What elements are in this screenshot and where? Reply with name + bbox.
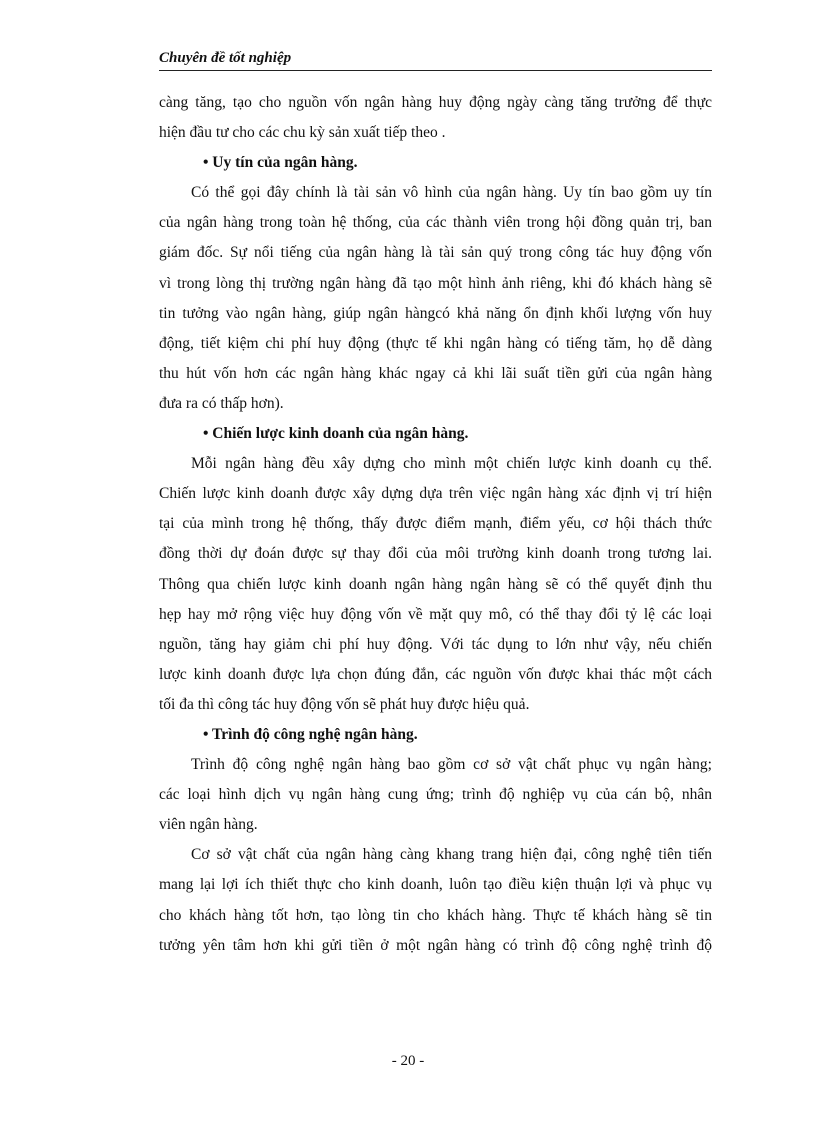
text-line: Có thể gọi đây chính là tài sản vô hình của ngân hàng. Uy tín bao gồm uy tín [191, 184, 712, 202]
text-line: mang lại lợi ích thiết thực cho kinh doanh, luôn tạo điều kiện thuận lợi và phục vụ [159, 876, 712, 894]
text-line: Trình độ công nghệ ngân hàng bao gồm cơ sở vật chất phục vụ ngân hàng; [191, 756, 712, 774]
text-line: tối đa thì công tác huy động vốn sẽ phát huy được hiệu quả. [159, 695, 530, 713]
section-heading: • Trình độ công nghệ ngân hàng. [203, 725, 418, 743]
text-line: viên ngân hàng. [159, 816, 258, 834]
text-line: động, tiết kiệm chi phí huy động (thực tế khi ngân hàng có tiếng tăm, họ dễ dàng [159, 334, 712, 352]
text-line: đưa ra có thấp hơn). [159, 394, 284, 412]
text-line: hẹp hay mở rộng việc huy động vốn về mặt quy mô, có thể thay đổi tỷ lệ các loại [159, 605, 712, 623]
text-line: nguồn, tăng hay giảm chi phí huy động. Với tác dụng to lớn như vậy, nếu chiến [159, 635, 712, 653]
text-line: cho khách hàng tốt hơn, tạo lòng tin cho khách hàng. Thực tế khách hàng sẽ tin [159, 906, 712, 924]
text-line: giám đốc. Sự nổi tiếng của ngân hàng là tài sản quý trong công tác huy động vốn [159, 244, 712, 262]
text-line: Cơ sở vật chất của ngân hàng càng khang trang hiện đại, công nghệ tiên tiến [191, 846, 712, 864]
header-rule [159, 70, 712, 71]
text-line: tưởng yên tâm hơn khi gửi tiền ở một ngân hàng có trình độ công nghệ trình độ [159, 936, 712, 954]
text-line: càng tăng, tạo cho nguồn vốn ngân hàng huy động ngày càng tăng trưởng để thực [159, 94, 712, 111]
text-line: của ngân hàng trong toàn hệ thống, của các thành viên trong hội đồng quản trị, ban [159, 214, 712, 232]
text-line: đồng thời dự đoán được sự thay đổi của môi trường kinh doanh trong tương lai. [159, 545, 712, 563]
text-line: hiện đầu tư cho các chu kỳ sản xuất tiếp theo . [159, 124, 446, 142]
section-heading: • Chiến lược kinh doanh của ngân hàng. [203, 425, 469, 443]
page-number: - 20 - [391, 1053, 425, 1069]
text-line: Chiến lược kinh doanh được xây dựng dựa trên việc ngân hàng xác định vị trí hiện [159, 485, 712, 503]
text-line: thu hút vốn hơn các ngân hàng khác ngay cả khi lãi suất tiền gửi của ngân hàng [159, 364, 712, 382]
running-header: Chuyên đề tốt nghiệp [159, 50, 292, 66]
text-line: tin tưởng vào ngân hàng, giúp ngân hàngcó khả năng ổn định khối lượng vốn huy [159, 304, 712, 322]
text-line: lược kinh doanh được lựa chọn đúng đắn, các nguồn vốn được khai thác một cách [159, 665, 712, 683]
body-text [159, 88, 712, 961]
text-line: vì trong lòng thị trường ngân hàng đã tạo một hình ảnh riêng, khi đó khách hàng sẽ [159, 274, 712, 292]
text-line: Mỗi ngân hàng đều xây dựng cho mình một chiến lược kinh doanh cụ thể. [191, 455, 712, 473]
text-line: các loại hình dịch vụ ngân hàng cung ứng; trình độ nghiệp vụ của cán bộ, nhân [159, 786, 712, 804]
text-line: tại của mình trong hệ thống, thấy được điểm mạnh, điểm yếu, cơ hội thách thức [159, 515, 712, 533]
section-heading: • Uy tín của ngân hàng. [203, 154, 358, 172]
text-line: Thông qua chiến lược kinh doanh ngân hàng ngân hàng sẽ có thể quyết định thu [159, 575, 712, 593]
